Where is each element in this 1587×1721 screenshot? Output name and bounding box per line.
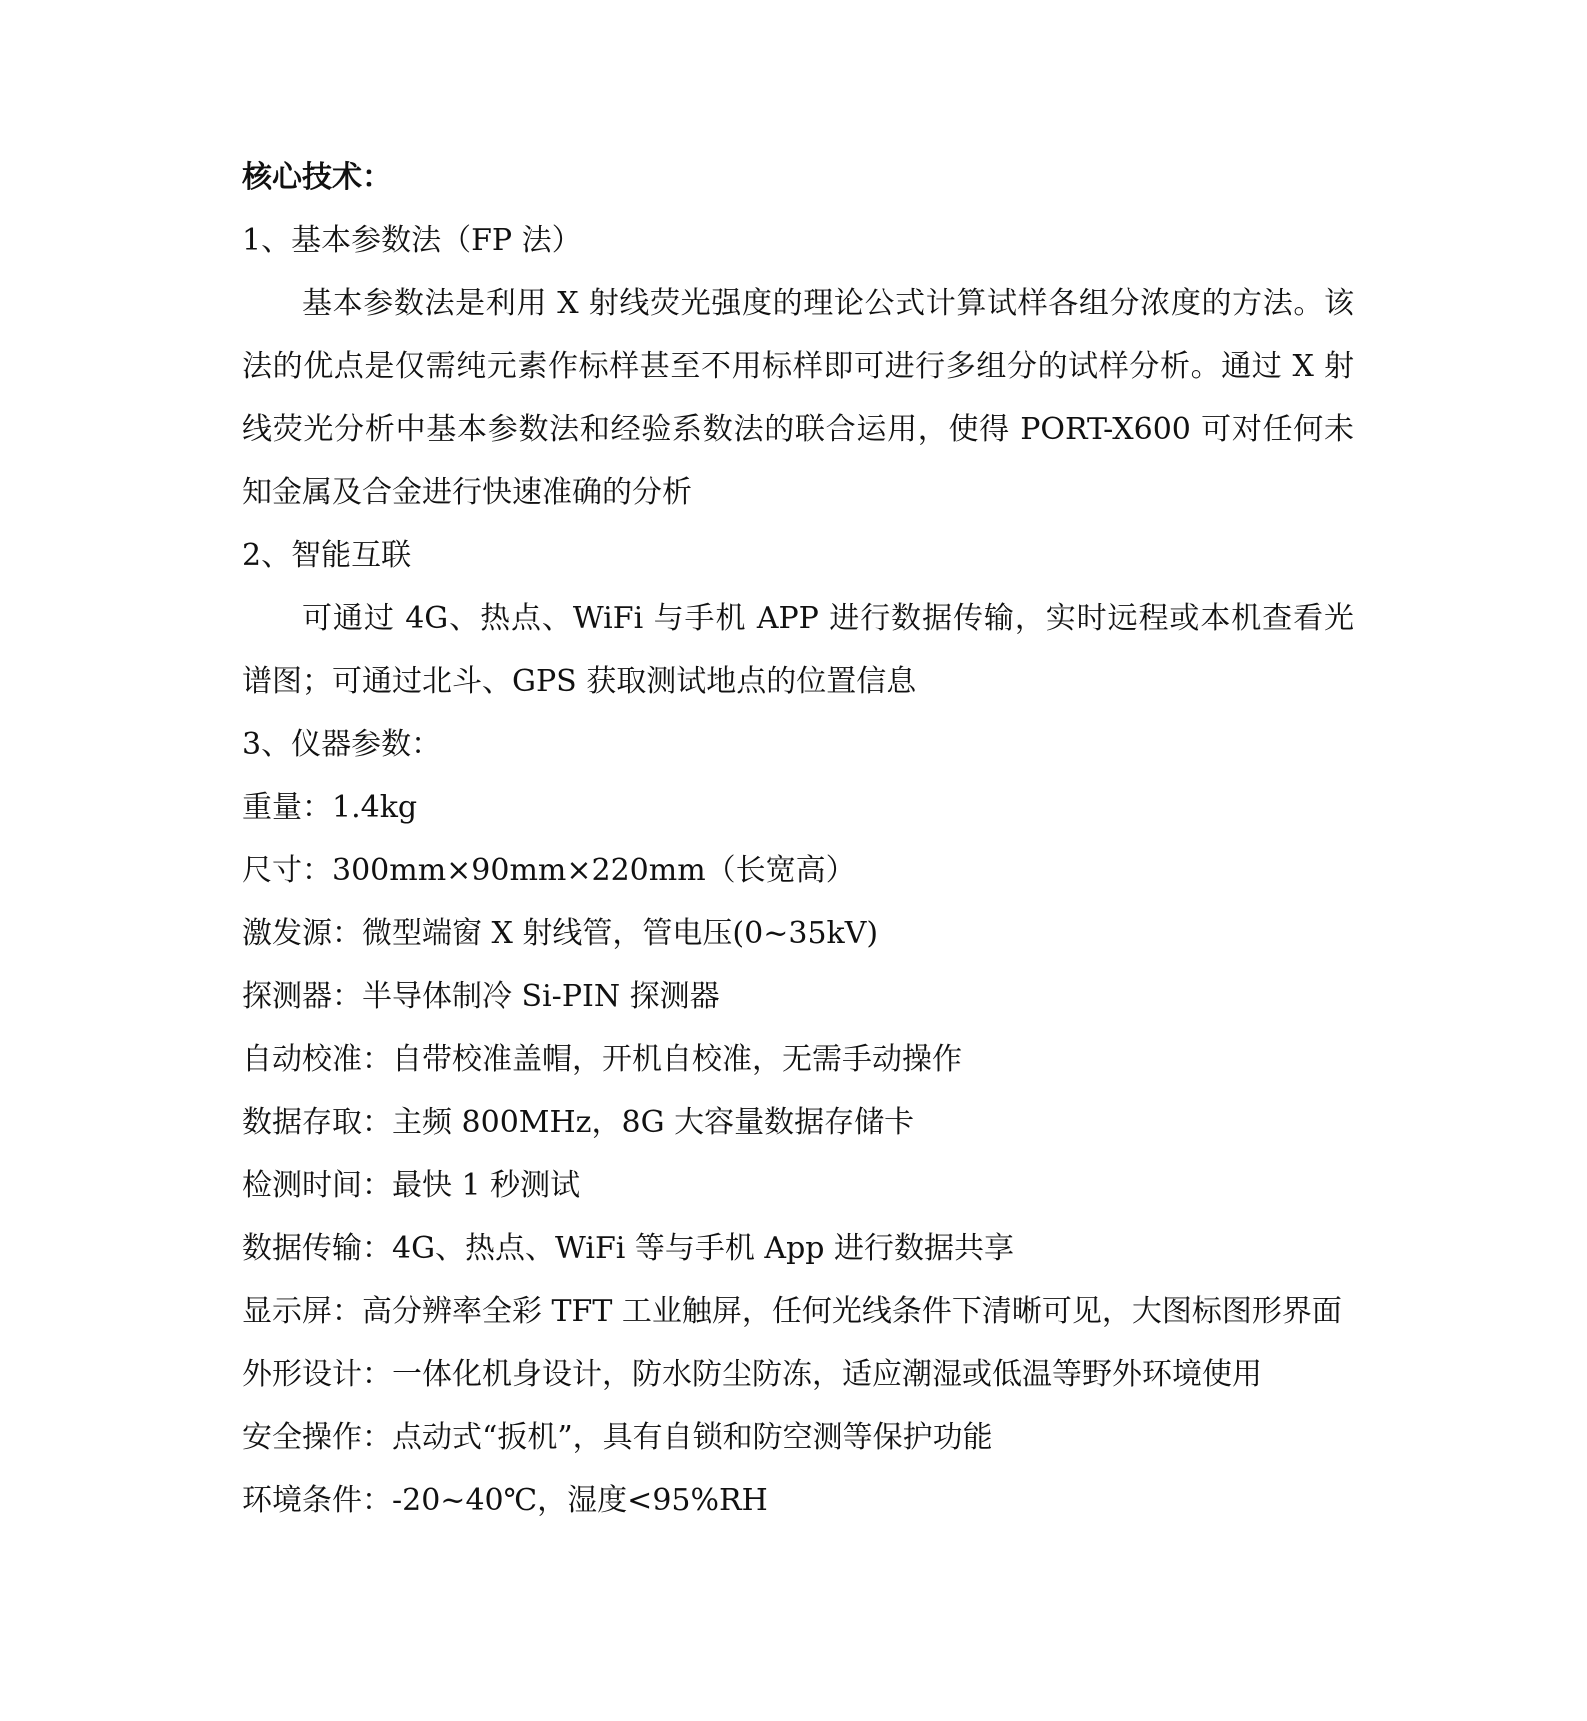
param-excitation-source: 激发源：微型端窗 X 射线管，管电压(0~35kV) <box>242 916 879 951</box>
param-exterior-design: 外形设计：一体化机身设计，防水防尘防冻，适应潮湿或低温等野外环境使用 <box>242 1357 1262 1392</box>
section-2-title: 2、智能互联 <box>242 538 412 573</box>
param-dimensions: 尺寸：300mm×90mm×220mm（长宽高） <box>242 853 856 888</box>
param-data-storage: 数据存取：主频 800MHz，8G 大容量数据存储卡 <box>242 1105 915 1140</box>
section-2-paragraph: 可通过 4G、热点、WiFi 与手机 APP 进行数据传输，实时远程或本机查看光谱图；可通过北斗、GPS 获取测试地点的位置信息 <box>242 601 1354 699</box>
document-body <box>242 146 1354 1532</box>
param-detector: 探测器：半导体制冷 Si-PIN 探测器 <box>242 979 720 1014</box>
param-auto-calibration: 自动校准：自带校准盖帽，开机自校准，无需手动操作 <box>242 1042 962 1077</box>
section-1-title: 1、基本参数法（FP 法） <box>242 223 582 258</box>
section-heading: 核心技术： <box>242 160 392 195</box>
section-1-paragraph: 基本参数法是利用 X 射线荧光强度的理论公式计算试样各组分浓度的方法。该法的优点是仅需纯元素作标样甚至不用标样即可进行多组分的试样分析。通过 X 射线荧光分析中基本参数法和经验系数法的联合运用，使得 PORT-X600 可对任何未知金属及合金进行快速准确的分析 <box>242 286 1354 510</box>
section-3-title: 3、仪器参数： <box>242 727 442 762</box>
param-data-transfer: 数据传输：4G、热点、WiFi 等与手机 App 进行数据共享 <box>242 1231 1015 1266</box>
param-display: 显示屏：高分辨率全彩 TFT 工业触屏，任何光线条件下清晰可见，大图标图形界面 <box>242 1294 1342 1329</box>
param-environment: 环境条件：-20~40℃，湿度<95%RH <box>242 1483 768 1518</box>
param-weight: 重量：1.4kg <box>242 790 418 825</box>
param-detection-time: 检测时间：最快 1 秒测试 <box>242 1168 581 1203</box>
param-safety-operation: 安全操作：点动式“扳机”，具有自锁和防空测等保护功能 <box>242 1420 993 1455</box>
